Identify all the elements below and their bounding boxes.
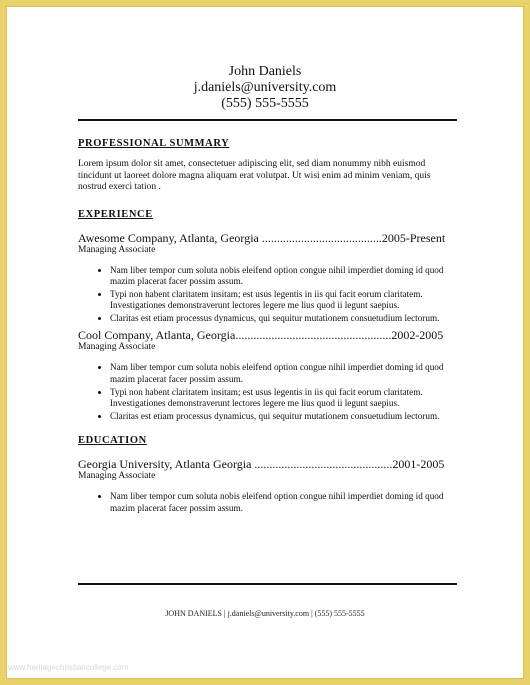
experience-heading: EXPERIENCE (78, 208, 153, 220)
job-bullet: • Typi non habent claritatem insitam; est usus legentis in iis qui facit eorum claritatem. Investigationes demonstraverunt lectores legere me lius quod ii legunt saepius. (110, 289, 458, 312)
summary-heading: PROFESSIONAL SUMMARY (78, 138, 230, 149)
education-heading: EDUCATION (78, 435, 147, 447)
job-bullet: • Claritas est etiam processus dynamicus, qui sequitur mutationem consuetudium lectorum. (110, 313, 458, 325)
education-section (78, 434, 458, 514)
watermark: www.heritagechristiancollege.com (8, 663, 129, 672)
resume-header (6, 64, 524, 112)
job-bullet: • Nam liber tempor cum soluta nobis eleifend option congue nihil imperdiet doming id quod mazim placerat facer possim assum. (110, 362, 458, 385)
job-bullet: • Claritas est etiam processus dynamicus, qui sequitur mutationem consuetudium lectorum. (110, 411, 458, 423)
summary-section (78, 137, 458, 194)
school-role: Managing Associate (78, 471, 156, 482)
school-entry (78, 457, 458, 514)
job-bullet: • Typi non habent claritatem insitam; est usus legentis in iis qui facit eorum claritatem. Investigationes demonstraverunt lectores legere me lius quod ii legunt saepius. (110, 387, 458, 410)
job-entry (78, 328, 458, 422)
experience-section (78, 208, 458, 423)
summary-text: Lorem ipsum dolor sit amet, consectetuer adipiscing elit, sed diam nonummy nibh euismod tincidunt ut laoreet dolore magna aliquam erat volutpat. Ut wisi enim ad minim veniam, quis nostrud exerci tation . (78, 159, 431, 192)
applicant-name: John Daniels (228, 64, 302, 79)
resume-body (78, 137, 458, 516)
footer-divider (78, 583, 457, 585)
job-bullet-list (78, 362, 458, 422)
header-divider (78, 119, 457, 121)
resume-page (6, 6, 524, 679)
resume-footer: JOHN DANIELS | j.daniels@university.com | (555) 555-5555 (165, 609, 365, 618)
school-bullet: • Nam liber tempor cum soluta nobis eleifend option congue nihil imperdiet doming id quod mazim placerat facer possim assum. (110, 491, 458, 514)
school-title-line: Georgia University, Atlanta Georgia ..............................................2001-2005 (78, 457, 445, 472)
school-bullet-list (78, 491, 458, 514)
job-role: Managing Associate (78, 342, 156, 353)
applicant-email: j.daniels@university.com (193, 80, 337, 95)
job-entry (78, 231, 458, 325)
job-title-line: Cool Company, Atlanta, Georgia....................................................2002-2005 (78, 328, 444, 343)
job-role: Managing Associate (78, 244, 156, 255)
job-bullet-list (78, 265, 458, 325)
job-bullet: • Nam liber tempor cum soluta nobis eleifend option congue nihil imperdiet doming id quod mazim placerat facer possim assum. (110, 265, 458, 288)
job-title-line: Awesome Company, Atlanta, Georgia ........................................2005-Present (78, 230, 446, 245)
applicant-phone: (555) 555-5555 (221, 96, 309, 111)
